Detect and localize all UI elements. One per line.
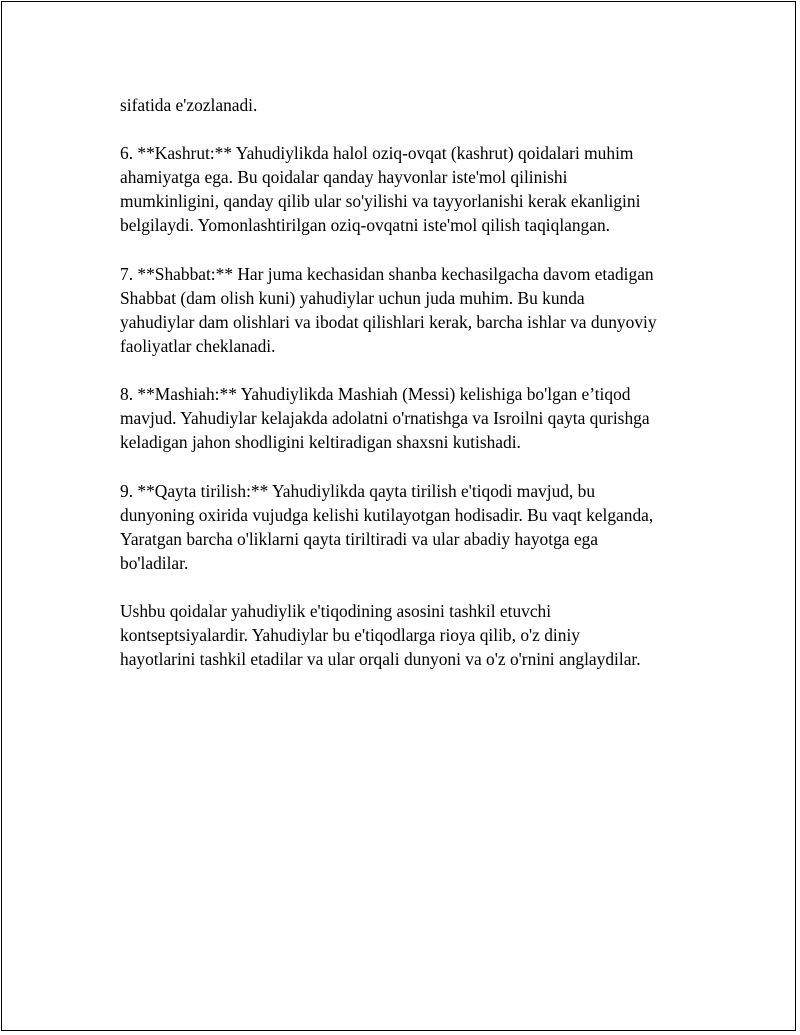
text-line: belgilaydi. Yomonlashtirilgan oziq-ovqatni iste'mol qilish taqiqlangan. bbox=[120, 215, 611, 236]
paragraph-kashrut bbox=[120, 141, 710, 237]
text-line: ahamiyatga ega. Bu qoidalar qanday hayvonlar iste'mol qilinishi bbox=[120, 167, 568, 188]
text-line: keladigan jahon shodligini keltiradigan shaxsni kutishadi. bbox=[120, 432, 521, 453]
text-line: bo'ladilar. bbox=[120, 552, 189, 573]
text-line: 7. **Shabbat:** Har juma kechasidan shanba kechasilgacha davom etadigan bbox=[120, 263, 654, 284]
text-line: sifatida e'zozlanadi. bbox=[120, 95, 258, 115]
text-line: hayotlarini tashkil etadilar va ular orqali dunyoni va o'z o'rnini anglaydilar. bbox=[120, 649, 641, 670]
text-line: 8. **Mashiah:** Yahudiylikda Mashiah (Messi) kelishiga bo'lgan e’tiqod bbox=[120, 384, 631, 405]
paragraph-shabbat bbox=[120, 262, 710, 358]
text-line: Shabbat (dam olish kuni) yahudiylar uchun juda muhim. Bu kunda bbox=[120, 287, 585, 308]
paragraph-qayta-tirilish bbox=[120, 479, 710, 575]
text-line: Yaratgan barcha o'liklarni qayta tiriltiradi va ular abadiy hayotga ega bbox=[120, 528, 598, 549]
text-line: kontseptsiyalardir. Yahudiylar bu e'tiqodlarga rioya qilib, o'z diniy bbox=[120, 625, 580, 646]
text-line: mumkinligini, qanday qilib ular so'yilishi va tayyorlanishi kerak ekanligini bbox=[120, 191, 641, 212]
text-line: Ushbu qoidalar yahudiylik e'tiqodining asosini tashkil etuvchi bbox=[120, 600, 552, 621]
document-body bbox=[120, 93, 710, 695]
text-line: yahudiylar dam olishlari va ibodat qilishlari kerak, barcha ishlar va dunyoviy bbox=[120, 311, 657, 332]
text-line: mavjud. Yahudiylar kelajakda adolatni o'rnatishga va Isroilni qayta qurishga bbox=[120, 408, 650, 429]
text-line: 9. **Qayta tirilish:** Yahudiylikda qayta tirilish e'tiqodi mavjud, bu bbox=[120, 480, 596, 501]
text-line: faoliyatlar cheklanadi. bbox=[120, 335, 276, 356]
text-line: dunyoning oxirida vujudga kelishi kutilayotgan hodisadir. Bu vaqt kelganda, bbox=[120, 504, 654, 525]
paragraph-continuation bbox=[120, 93, 710, 117]
paragraph-mashiah bbox=[120, 382, 710, 454]
text-line: 6. **Kashrut:** Yahudiylikda halol oziq-ovqat (kashrut) qoidalari muhim bbox=[120, 143, 634, 164]
paragraph-conclusion bbox=[120, 599, 710, 671]
page bbox=[1, 1, 796, 1031]
